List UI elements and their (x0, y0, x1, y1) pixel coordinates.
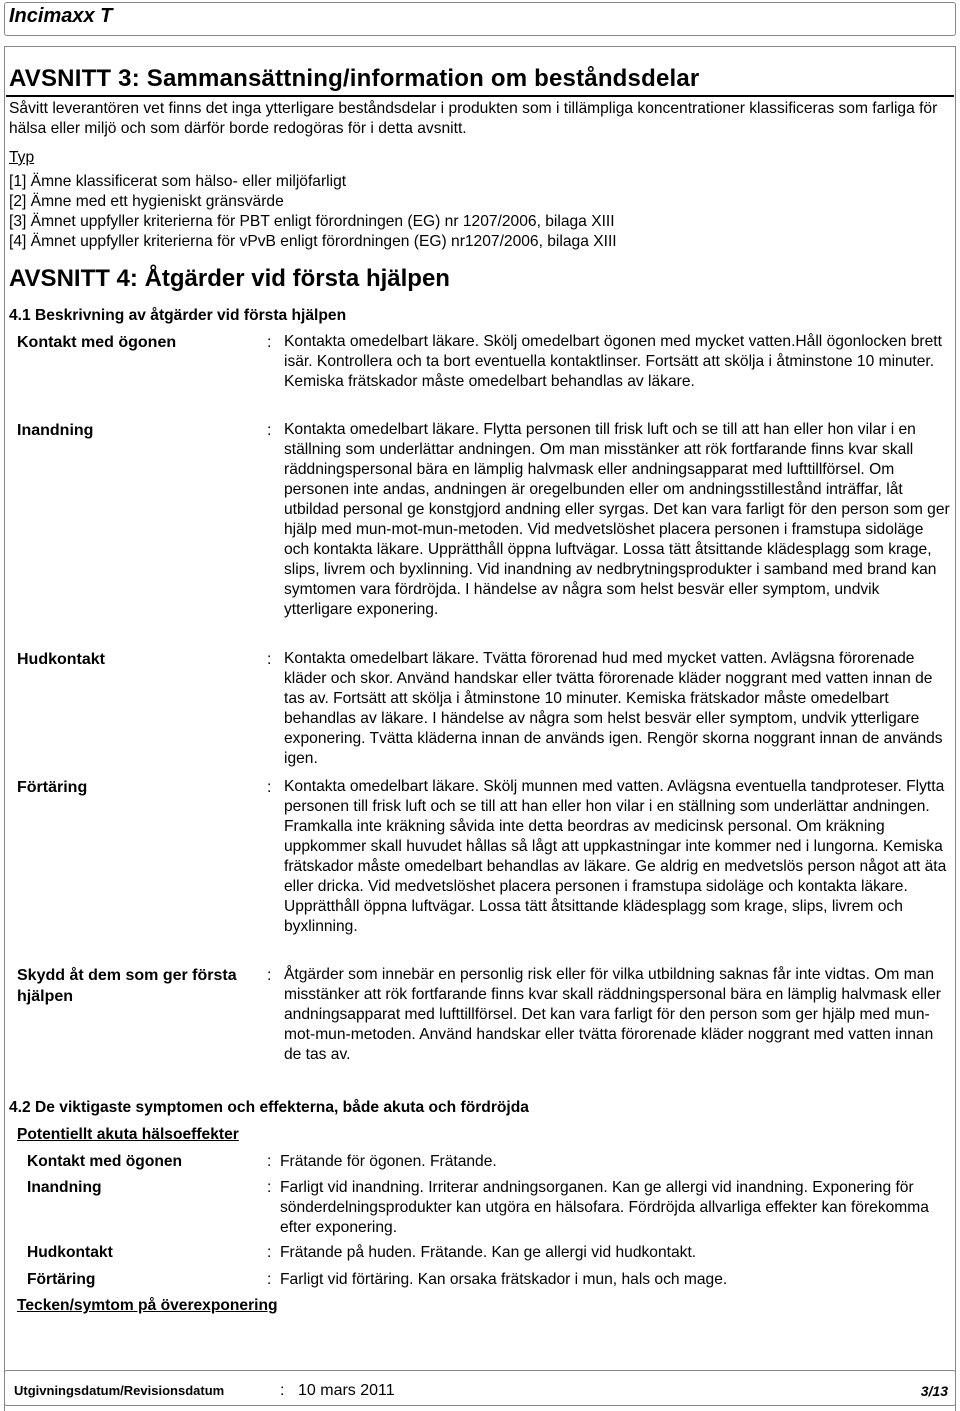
section4-title: AVSNITT 4: Åtgärder vid första hjälpen (9, 265, 450, 292)
revision-date-label: Utgivningsdatum/Revisionsdatum (14, 1383, 225, 1398)
first-aid-text: Åtgärder som innebär en personlig risk eller för vilka utbildning saknas får inte vidtas. Om man misstänker att rök fortfarande finns kvar skall räddningspersonal bära en lämplig halvmask eller andningsapparat med lufttillförsel. Det kan vara farligt för den person som ger hjälp med mun-mot-mun-metoden. Använd handskar eller tvätta förorenade kläder noggrant med vatten innan de tas av. (284, 966, 941, 1063)
colon: : (280, 1382, 285, 1399)
subsection-4-2-title: 4.2 De viktigaste symptomen och effekterna, både akuta och fördröjda (9, 1099, 529, 1116)
first-aid-text: Kontakta omedelbart läkare. Skölj munnen med vatten. Avlägsna eventuella tandproteser. Flytta personen till frisk luft och se till att han eller hon vilar i en ställning som underlättar andningen. Framkalla inte kräkning såvida inte detta beordras av medicinsk personal. Om kräkning uppkommer skall huvudet hållas så lågt att uppkastningar inte kommer ned i lungorna. Kemiska frätskador måste omedelbart behandlas av läkare. Ge aldrig en medvetslös person något att äta eller dricka. Vid medvetslöshet placera personen i framstupa sidoläge och kontakta läkare. Upprätthåll öppna luftvägar. Lossa tätt åtsittande klädesplagg som krage, slips, livrem och byxlinning. (284, 778, 947, 935)
overexposure-heading: Tecken/symtom på överexponering (17, 1297, 278, 1314)
typ-label: Typ (9, 149, 35, 166)
colon: : (267, 967, 272, 984)
first-aid-label: Hudkontakt (17, 651, 105, 668)
acute-text: Farligt vid inandning. Irriterar andningsorganen. Kan ge allergi vid inandning. Exponering för sönderdelningsprodukter kan utgöra en hälsofara. Fördröjda allvarliga effekter kan förekomma efter exponering. (280, 1179, 929, 1236)
acute-label: Kontakt med ögonen (27, 1153, 183, 1170)
typ-item: [3] Ämnet uppfyller kriterierna för PBT enligt förordningen (EG) nr 1207/2006, bilaga XIII (9, 213, 615, 230)
section3-title: AVSNITT 3: Sammansättning/information om beståndsdelar (9, 65, 700, 92)
colon: : (267, 1153, 272, 1170)
product-title: Incimaxx T (9, 5, 113, 27)
colon: : (267, 422, 272, 439)
revision-date: 10 mars 2011 (298, 1382, 395, 1399)
header-bar (4, 2, 956, 36)
page-number: 3/13 (920, 1383, 948, 1399)
acute-text: Frätande på huden. Frätande. Kan ge allergi vid hudkontakt. (280, 1244, 697, 1261)
colon: : (267, 779, 272, 796)
acute-text: Frätande för ögonen. Frätande. (280, 1153, 497, 1170)
first-aid-label: Förtäring (17, 779, 88, 796)
first-aid-label: Inandning (17, 422, 94, 439)
typ-item: [2] Ämne med ett hygieniskt gränsvärde (9, 193, 284, 210)
section3-divider (6, 95, 954, 97)
section3-intro: Såvitt leverantören vet finns det inga ytterligare beståndsdelar i produkten som i tillämpliga koncentrationer klassificeras som farliga för hälsa eller miljö och som därför borde redogöras för i detta avsnitt. (9, 100, 938, 137)
typ-item: [4] Ämnet uppfyller kriterierna för vPvB enligt förordningen (EG) nr1207/2006, bilaga XIII (9, 233, 617, 250)
acute-label: Inandning (27, 1179, 102, 1196)
colon: : (267, 334, 272, 351)
colon: : (267, 1271, 272, 1288)
colon: : (267, 651, 272, 668)
typ-item: [1] Ämne klassificerat som hälso- eller miljöfarligt (9, 173, 347, 190)
typ-list (9, 172, 949, 252)
subsection-4-1-title: 4.1 Beskrivning av åtgärder vid första hjälpen (9, 307, 347, 324)
first-aid-label: Kontakt med ögonen (17, 334, 177, 351)
acute-text: Farligt vid förtäring. Kan orsaka frätskador i mun, hals och mage. (280, 1271, 728, 1288)
first-aid-text: Kontakta omedelbart läkare. Skölj omedelbart ögonen med mycket vatten.Håll ögonlocken brett isär. Kontrollera och ta bort eventuella kontaktlinser. Fortsätt att skölja i åtminstone 10 minuter. Kemiska frätskador måste omedelbart behandlas av läkare. (284, 333, 942, 390)
acute-label: Hudkontakt (27, 1244, 113, 1261)
acute-label: Förtäring (27, 1271, 96, 1288)
first-aid-text: Kontakta omedelbart läkare. Tvätta förorenad hud med mycket vatten. Avlägsna förorenade kläder och skor. Använd handskar eller tvätta förorenade kläder noggrant med vatten innan de tas av. Fortsätt att skölja i åtminstone 10 minuter. Kemiska frätskador måste omedelbart behandlas av läkare. I händelse av några som helst besvär eller symptom, undvik ytterligare exponering. Tvätta kläderna innan de används igen. Rengör skorna noggrant innan de används igen. (284, 650, 943, 767)
colon: : (267, 1244, 272, 1261)
first-aid-text: Kontakta omedelbart läkare. Flytta personen till frisk luft och se till att han eller hon vilar i en ställning som underlättar andningen. Om man misstänker att rök fortfarande finns kvar skall räddningspersonal bära en lämplig halvmask eller andningsapparat med lufttillförsel. Om personen inte andas, andningen är oregelbunden eller om andningsstillestånd inträffar, låt utbildad personal ge konstgjord andning eller syrgas. Det kan vara farligt för den person som ger hjälp med mun-mot-mun-metoden. Vid medvetslöshet placera personen i framstupa sidoläge och kontakta läkare. Upprätthåll öppna luftvägar. Lossa tätt åtsittande klädesplagg som krage, slips, livrem och byxlinning. Vid inandning av nedbrytningsprodukter i samband med brand kan symtomen vara fördröjda. I händelse av några som helst besvär eller symptom, undvik ytterligare exponering. (284, 421, 950, 618)
acute-effects-heading: Potentiellt akuta hälsoeffekter (17, 1126, 239, 1143)
colon: : (267, 1179, 272, 1196)
first-aid-label: Skydd åt dem som ger första hjälpen (17, 967, 237, 1005)
